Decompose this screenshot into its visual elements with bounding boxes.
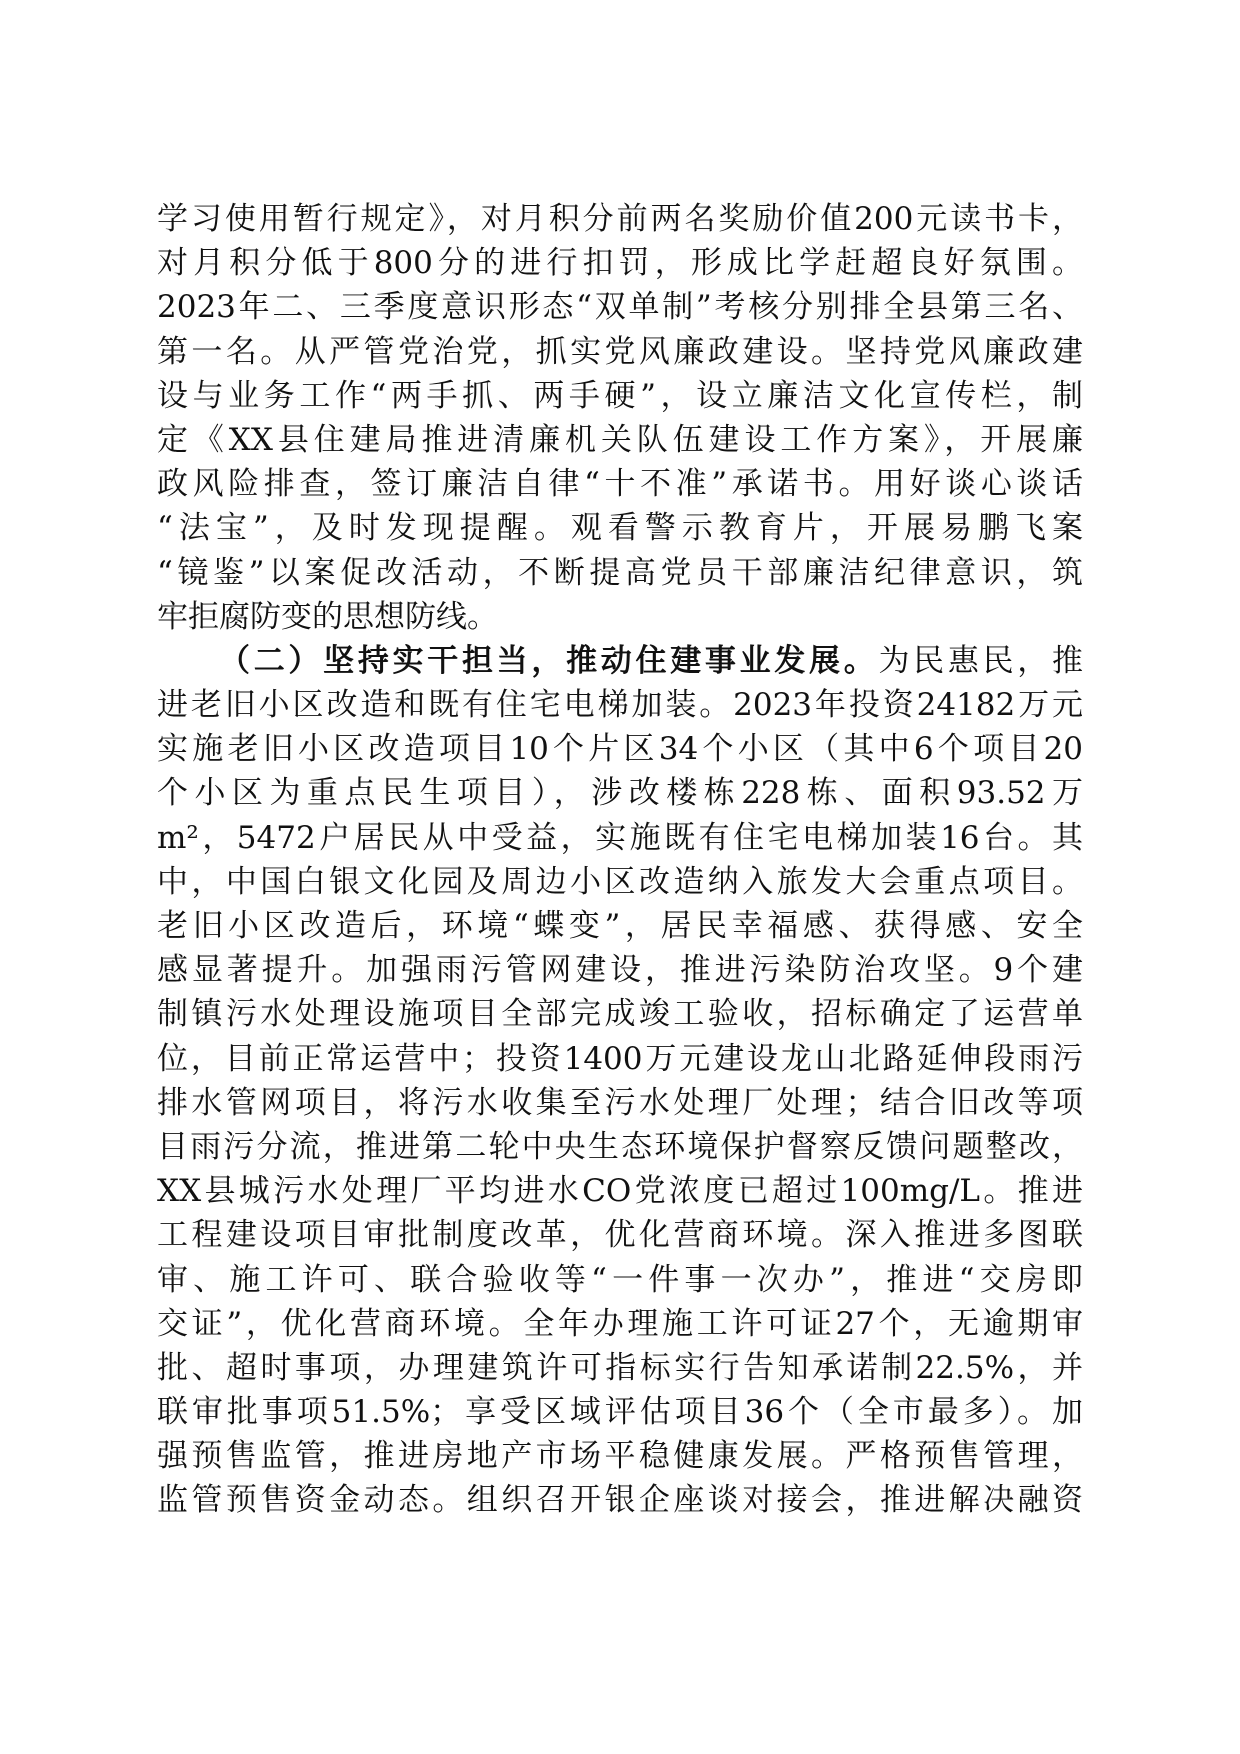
text-line: 第一名。从严管党治党，抓实党风廉政建设。坚持党风廉政建 <box>157 333 1083 370</box>
text-line: m²，5472户居民从中受益，实施既有住宅电梯加装16台。其 <box>157 819 1083 856</box>
text-line: “法宝”，及时发现提醒。观看警示教育片，开展易鹏飞案 <box>157 510 1083 547</box>
text-line: 定《XX县住建局推进清廉机关队伍建设工作方案》，开展廉 <box>157 421 1083 458</box>
text-line: 强预售监管，推进房地产市场平稳健康发展。严格预售管理， <box>157 1438 1083 1475</box>
text-line: 2023年二、三季度意识形态“双单制”考核分别排全县第三名、 <box>157 289 1083 326</box>
text-line: 批、超时事项，办理建筑许可指标实行告知承诺制22.5%，并 <box>157 1349 1083 1386</box>
body-text <box>157 197 1083 1523</box>
text-line: 审、施工许可、联合验收等“一件事一次办”，推进“交房即 <box>157 1261 1083 1298</box>
text-line: “镜鉴”以案促改活动，不断提高党员干部廉洁纪律意识，筑 <box>157 554 1083 591</box>
text-line: 交证”，优化营商环境。全年办理施工许可证27个，无逾期审 <box>157 1305 1083 1342</box>
text-line: 工程建设项目审批制度改革，优化营商环境。深入推进多图联 <box>157 1217 1083 1254</box>
text-line: 目雨污分流，推进第二轮中央生态环境保护督察反馈问题整改， <box>157 1128 1083 1165</box>
section-heading-rest: 为民惠民，推 <box>878 642 1084 679</box>
text-line: 中，中国白银文化园及周边小区改造纳入旅发大会重点项目。 <box>157 863 1083 900</box>
text-line: 牢拒腐防变的思想防线。 <box>157 598 498 635</box>
text-line: 对月积分低于800分的进行扣罚，形成比学赶超良好氛围。 <box>157 245 1083 282</box>
text-line: 个小区为重点民生项目），涉改楼栋228栋、面积93.52万 <box>157 775 1083 812</box>
section-heading-line <box>157 639 1083 683</box>
section-heading: （二）坚持实干担当，推动住建事业发展。 <box>219 642 879 679</box>
text-line: XX县城污水处理厂平均进水CO党浓度已超过100mg/L。推进 <box>157 1173 1083 1210</box>
text-line: 制镇污水处理设施项目全部完成竣工验收，招标确定了运营单 <box>157 996 1083 1033</box>
text-line: 老旧小区改造后，环境“蝶变”，居民幸福感、获得感、安全 <box>157 908 1083 944</box>
text-line: 进老旧小区改造和既有住宅电梯加装。2023年投资24182万元 <box>157 687 1083 724</box>
text-line: 位，目前正常运营中；投资1400万元建设龙山北路延伸段雨污 <box>157 1040 1083 1077</box>
text-line: 设与业务工作“两手抓、两手硬”，设立廉洁文化宣传栏，制 <box>157 377 1083 414</box>
text-line: 感显著提升。加强雨污管网建设，推进污染防治攻坚。9个建 <box>157 952 1083 989</box>
text-line: 实施老旧小区改造项目10个片区34个小区（其中6个项目20 <box>157 731 1083 768</box>
text-line: 排水管网项目，将污水收集至污水处理厂处理；结合旧改等项 <box>157 1084 1083 1121</box>
text-line: 政风险排查，签订廉洁自律“十不准”承诺书。用好谈心谈话 <box>157 466 1083 503</box>
text-line: 监管预售资金动态。组织召开银企座谈对接会，推进解决融资 <box>157 1482 1083 1519</box>
text-line: 学习使用暂行规定》，对月积分前两名奖励价值200元读书卡， <box>157 201 1083 237</box>
text-line: 联审批事项51.5%；享受区域评估项目36个（全市最多）。加 <box>157 1394 1083 1431</box>
